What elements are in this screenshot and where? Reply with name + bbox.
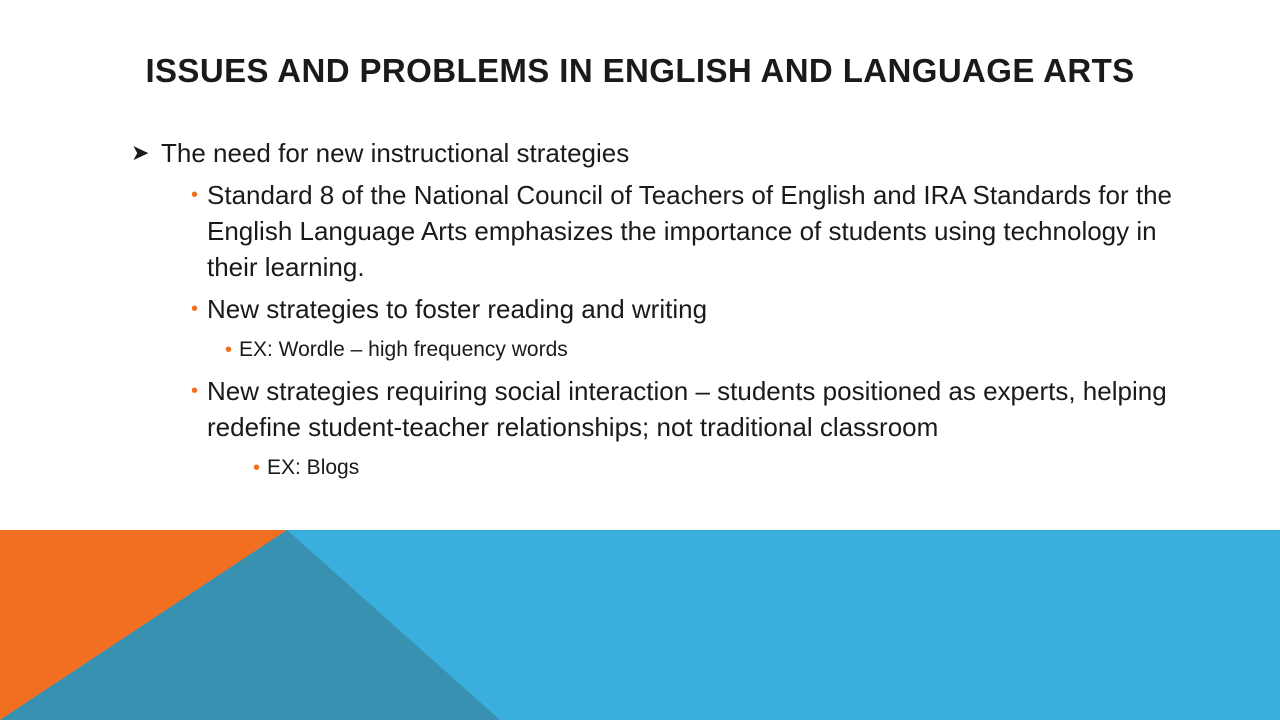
slide-title: ISSUES AND PROBLEMS IN ENGLISH AND LANGUAGE ARTS <box>145 52 1135 89</box>
bullet-text: EX: Blogs <box>267 456 360 479</box>
bullet-text: New strategies to foster reading and writing <box>207 294 708 324</box>
bullet-reading-writing <box>191 291 1197 327</box>
dot-bullet-icon: • <box>191 298 199 320</box>
footer-shapes <box>0 530 1280 720</box>
dot-bullet-icon: • <box>191 380 199 402</box>
bullet-text: Standard 8 of the National Council of Teachers of English and IRA Standards for the English Language Arts emphasizes the importance of students using technology in their learning. <box>207 180 1173 282</box>
dot-bullet-icon: • <box>253 457 261 479</box>
bullet-example-blogs <box>253 451 1171 485</box>
arrow-bullet-icon: ➤ <box>131 140 150 165</box>
footer-decoration <box>0 530 1280 720</box>
bullet-text: EX: Wordle – high frequency words <box>239 338 568 361</box>
bullet-text: New strategies requiring social interaction – students positioned as experts, helping redefine student-teacher relationships; not traditional classroom <box>207 376 1167 442</box>
bullet-example-wordle <box>225 333 1171 367</box>
slide-content <box>131 133 1171 491</box>
dot-bullet-icon: • <box>225 339 233 361</box>
bullet-social-interaction <box>191 373 1197 445</box>
heading-text: The need for new instructional strategies <box>161 138 630 168</box>
dot-bullet-icon: • <box>191 184 199 206</box>
heading-bullet <box>131 133 1171 173</box>
bullet-standard-8 <box>191 177 1197 285</box>
